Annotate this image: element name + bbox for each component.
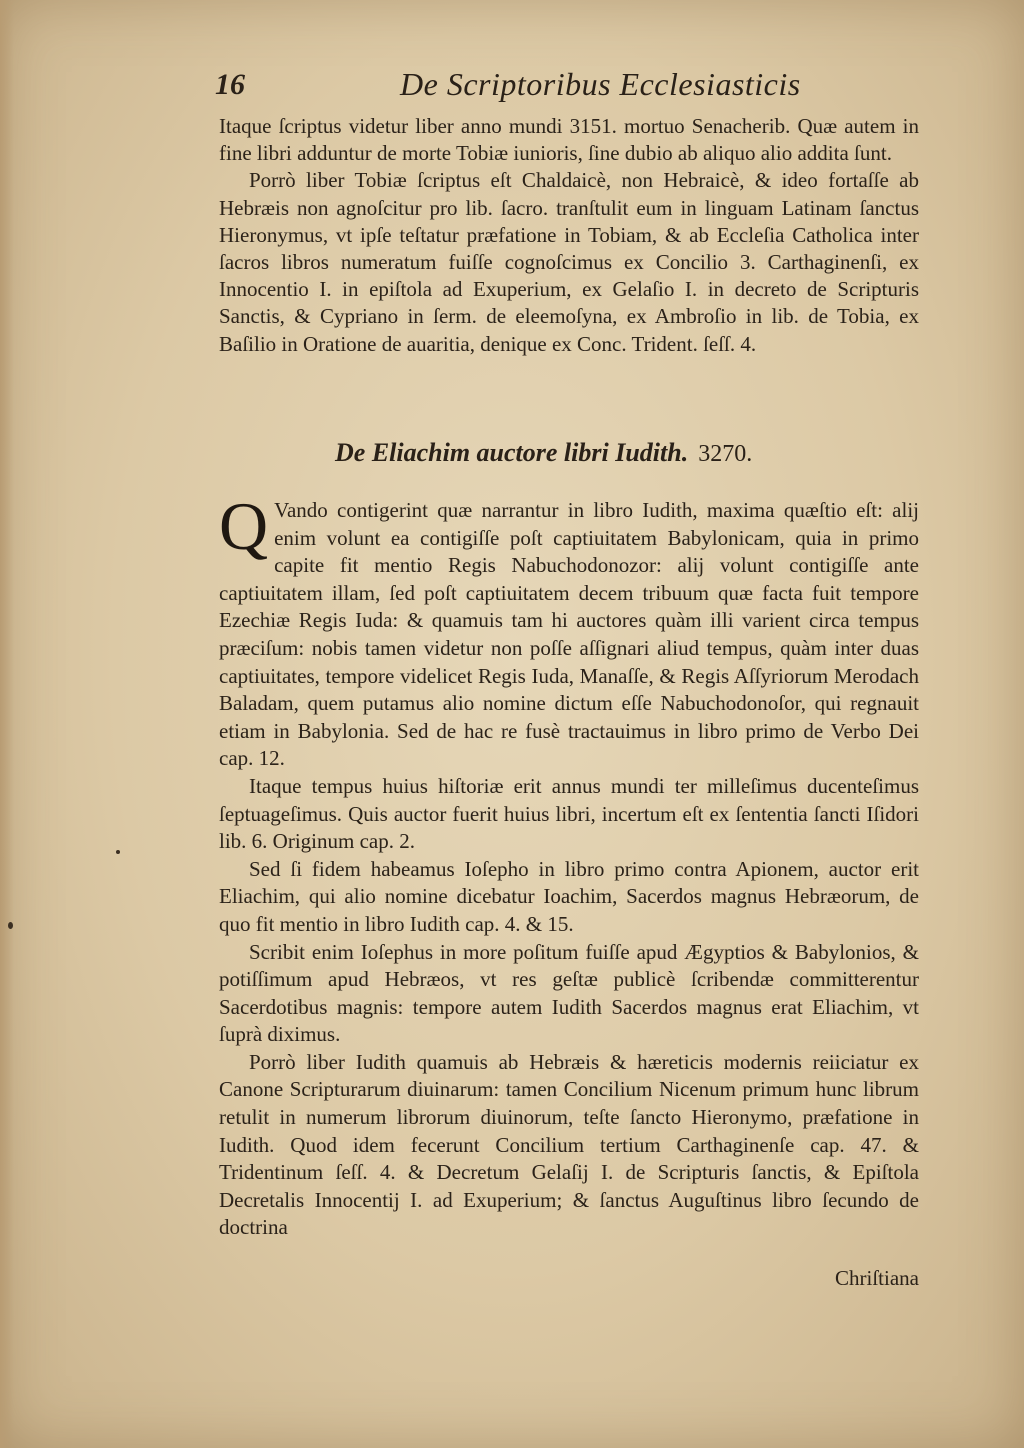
paragraph: Itaque ſcriptus videtur liber anno mundi 3151. mortuo Senacherib. Quæ autem in fine libri adduntur de morte Tobiæ iunioris, ſine dubio ab aliquo alio addita ſunt. <box>219 114 919 166</box>
section-heading <box>335 438 915 468</box>
running-head <box>215 66 915 110</box>
paragraph: Scribit enim Ioſephus in more poſitum fuiſſe apud Ægyptios & Babylonios, & potiſſimum apud Hebræos, vt res geſtæ publicè ſcribendæ committerentur Sacerdotibus magnis: tempore autem Iudith Sacerdos magnus erat Eliachim, vt ſuprà diximus. <box>219 939 919 1047</box>
section-heading-title: De Eliachim auctore libri Iudith. <box>335 438 689 467</box>
running-head-title: De Scriptoribus Ecclesiasticis <box>400 66 801 102</box>
ink-speck <box>8 922 13 929</box>
paragraph: Itaque tempus huius hiſtoriæ erit annus mundi ter milleſimus ducenteſimus ſeptuageſimus. Quis auctor fuerit huius libri, incertum eſt ex ſententia ſancti Iſidori lib. 6. Originum cap. 2. <box>219 773 919 854</box>
paragraph: Sed ſi fidem habeamus Ioſepho in libro primo contra Apionem, auctor erit Eliachim, qui alio nomine dicebatur Ioachim, Sacerdos magnus Hebræorum, de quo fit mentio in libro Iudith cap. 4. & 15. <box>219 856 919 936</box>
catchword: Chriſtiana <box>835 1266 919 1290</box>
paragraph <box>219 488 919 773</box>
section-heading-year: 3270. <box>698 441 753 467</box>
page-edge-shadow <box>0 0 14 1448</box>
section-iudith-text <box>219 488 919 1242</box>
drop-capital: Q <box>219 488 269 564</box>
page-number: 16 <box>215 68 245 101</box>
section-tobias-text <box>219 113 919 358</box>
ink-speck <box>116 850 120 854</box>
paragraph-body: Vando contigerint quæ narrantur in libro Iudith, maxima quæſtio eſt: alij enim volunt ea contigiſſe poſt captiuitatem Babylonicam, quia in primo capite fit mentio Regis Nabuchodonozor: alij volunt contigiſſe ante captiuitatem illam, ſed poſt captiuitatem decem tribuum quæ facta fuit tempore Ezechiæ Regis Iuda: & quamuis tam hi auctores quàm illi varient circa tempus præciſum: nobis tamen videtur non poſſe aſſignari aliud tempus, quàm inter duas captiuitates, tempore videlicet Regis Iuda, Manaſſe, & Regis Aſſyriorum Merodach Baladam, quem putamus alio nomine dictum eſſe Nabuchodonoſor, qui regnauit etiam in Babylonia. Sed de hac re fusè tractauimus in libro primo de Verbo Dei cap. 12. <box>219 498 919 771</box>
paragraph: Porrò liber Iudith quamuis ab Hebræis & hæreticis modernis reiiciatur ex Canone Scripturarum diuinarum: tamen Concilium Nicenum primum hunc librum retulit in numerum librorum diuinorum, teſte ſancto Hieronymo, præfatione in Iudith. Quod idem fecerunt Concilium tertium Carthaginenſe cap. 47. & Tridentinum ſeſſ. 4. & Decretum Gelaſij I. de Scripturis ſanctis, & Epiſtola Decretalis Innocentij I. ad Exuperium; & ſanctus Auguſtinus libro ſecundo de doctrina <box>219 1049 919 1240</box>
paragraph: Porrò liber Tobiæ ſcriptus eſt Chaldaicè, non Hebraicè, & ideo fortaſſe ab Hebræis non agnoſcitur pro lib. ſacro. tranſtulit eum in linguam Latinam ſanctus Hieronymus, vt ipſe teſtatur præfatione in Tobiam, & ab Eccleſia Catholica inter ſacros libros numeratum fuiſſe cognoſcimus ex Concilio 3. Carthaginenſi, ex Innocentio I. in epiſtola ad Exuperium, ex Gelaſio I. in decreto de Scripturis Sanctis, & Cypriano in ſerm. de eleemoſyna, ex Ambroſio in lib. de Tobia, ex Baſilio in Oratione de auaritia, denique ex Conc. Trident. ſeſſ. 4. <box>219 168 919 356</box>
